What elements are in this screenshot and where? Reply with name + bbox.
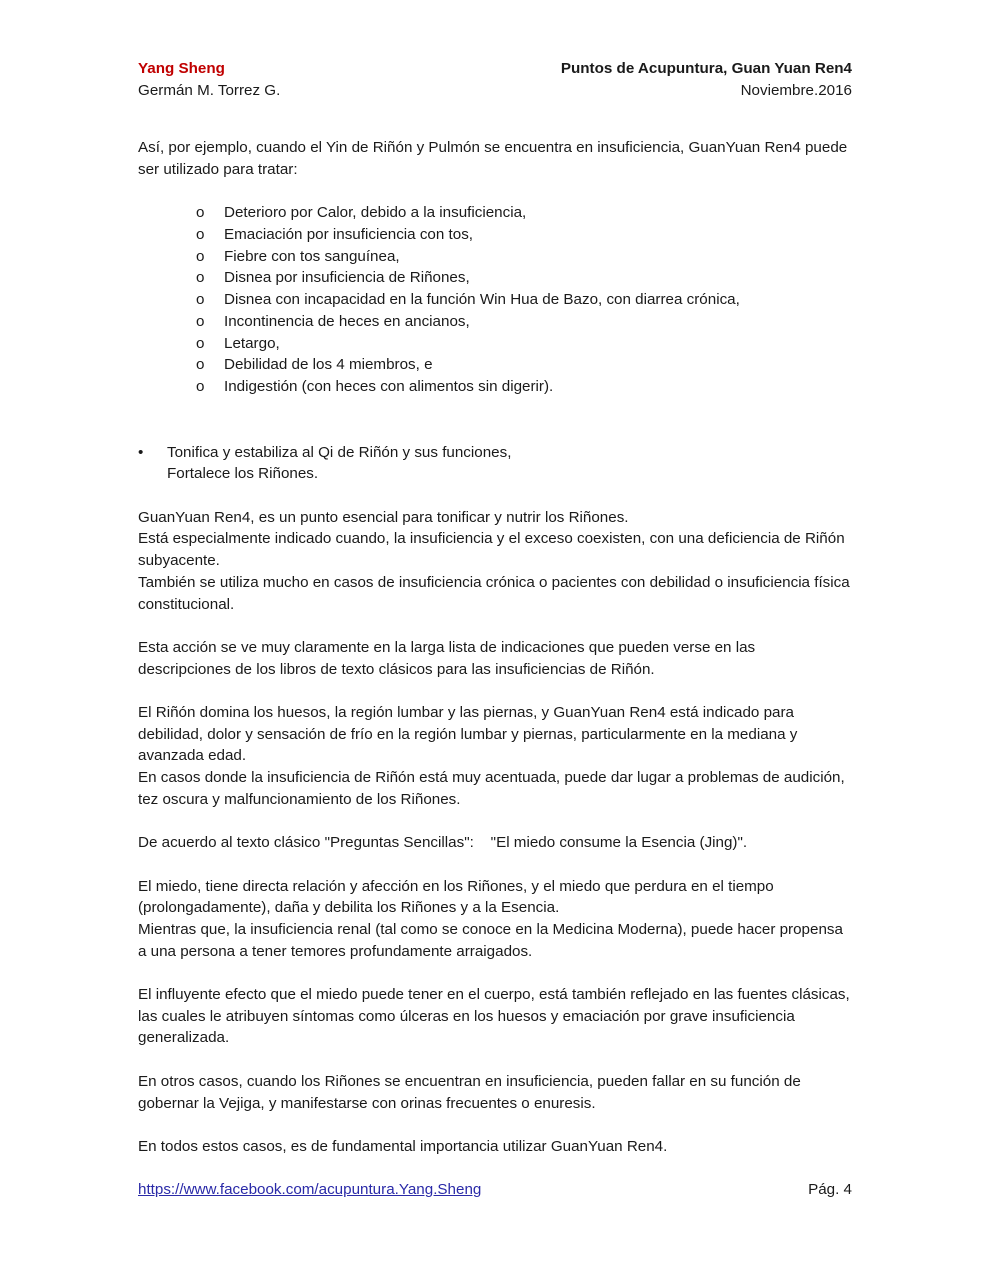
bullet-icon: • bbox=[138, 443, 144, 461]
circle-bullet-icon: o bbox=[196, 247, 205, 265]
paragraph: En casos donde la insuficiencia de Riñón está muy acentuada, puede dar lugar a problemas de audición, tez oscura y malfuncionamiento de los Riñones. bbox=[138, 769, 845, 808]
circle-bullet-icon: o bbox=[196, 356, 205, 374]
paragraph: También se utiliza mucho en casos de insuficiencia crónica o pacientes con debilidad o insuficiencia física constitucional. bbox=[138, 573, 850, 613]
list-item: o Emaciación por insuficiencia con tos, bbox=[138, 224, 852, 246]
paragraph: GuanYuan Ren4, es un punto esencial para tonificar y nutrir los Riñones. bbox=[138, 508, 629, 526]
circle-bullet-icon: o bbox=[196, 269, 205, 287]
list-item: o Deterioro por Calor, debido a la insuficiencia, bbox=[138, 202, 852, 224]
list-item: o Incontinencia de heces en ancianos, bbox=[138, 311, 852, 333]
circle-bullet-icon: o bbox=[196, 226, 205, 244]
author-name: Germán M. Torrez G. bbox=[138, 82, 281, 99]
facebook-link[interactable]: https://www.facebook.com/acupuntura.Yang.Sheng bbox=[138, 1181, 482, 1198]
circle-bullet-icon: o bbox=[196, 334, 205, 352]
paragraph: En todos estos casos, es de fundamental importancia utilizar GuanYuan Ren4. bbox=[138, 1137, 668, 1155]
list-item: o Disnea por insuficiencia de Riñones, bbox=[138, 267, 852, 289]
paragraph: El miedo, tiene directa relación y afección en los Riñones, y el miedo que perdura en el tiempo (prolongadamente), daña y debilita los Riñones y a la Esencia. bbox=[138, 877, 774, 917]
document-title: Puntos de Acupuntura, Guan Yuan Ren4 bbox=[560, 60, 852, 77]
list-item: o Debilidad de los 4 miembros, e bbox=[138, 354, 852, 376]
indications-list bbox=[138, 202, 852, 397]
list-item: o Disnea con incapacidad en la función Win Hua de Bazo, con diarrea crónica, bbox=[138, 289, 852, 311]
page-header bbox=[138, 58, 852, 102]
paragraph: El influyente efecto que el miedo puede tener en el cuerpo, está también reflejado en las fuentes clásicas, las cuales le atribuyen síntomas como úlceras en los huesos y emaciación por grave insuficiencia generalizada. bbox=[138, 986, 850, 1047]
brand-name: Yang Sheng bbox=[138, 60, 225, 77]
list-item: o Fiebre con tos sanguínea, bbox=[138, 246, 852, 268]
document-body bbox=[138, 137, 852, 1158]
circle-bullet-icon: o bbox=[196, 204, 205, 222]
page-footer bbox=[138, 1179, 852, 1201]
paragraph: El Riñón domina los huesos, la región lumbar y las piernas, y GuanYuan Ren4 está indicado para debilidad, dolor y sensación de frío en la región lumbar y piernas, particularmente en la mediana y avanzada edad. bbox=[138, 703, 798, 765]
circle-bullet-icon: o bbox=[196, 312, 205, 330]
paragraph: En otros casos, cuando los Riñones se encuentran en insuficiencia, pueden fallar en su función de gobernar la Vejiga, y manifestarse con orinas frecuentes o enuresis. bbox=[138, 1072, 801, 1112]
paragraph: Mientras que, la insuficiencia renal (tal como se conoce en la Medicina Moderna), puede hacer propensa a una persona a tener temores profundamente arraigados. bbox=[138, 920, 843, 960]
list-item: o Indigestión (con heces con alimentos sin digerir). bbox=[138, 376, 852, 398]
paragraph: Esta acción se ve muy claramente en la larga lista de indicaciones que pueden verse en las descripciones de los libros de texto clásicos para las insuficiencias de Riñón. bbox=[138, 638, 756, 678]
paragraph: Está especialmente indicado cuando, la insuficiencia y el exceso coexisten, con una deficiencia de Riñón subyacente. bbox=[138, 530, 845, 570]
bullet-item bbox=[138, 442, 852, 485]
intro-paragraph: Así, por ejemplo, cuando el Yin de Riñón y Pulmón se encuentra en insuficiencia, GuanYuan Ren4 puede ser utilizado para tratar: bbox=[138, 139, 848, 178]
circle-bullet-icon: o bbox=[196, 377, 205, 395]
bullet-line-1: Tonifica y estabiliza al Qi de Riñón y sus funciones, bbox=[167, 443, 512, 461]
page-number: Pág. 4 bbox=[808, 1181, 852, 1198]
bullet-line-2: Fortalece los Riñones. bbox=[167, 465, 319, 483]
circle-bullet-icon: o bbox=[196, 291, 205, 309]
document-date: Noviembre.2016 bbox=[740, 82, 852, 99]
list-item: o Letargo, bbox=[138, 333, 852, 355]
paragraph: De acuerdo al texto clásico "Preguntas Sencillas": "El miedo consume la Esencia (Jing)". bbox=[138, 834, 748, 852]
